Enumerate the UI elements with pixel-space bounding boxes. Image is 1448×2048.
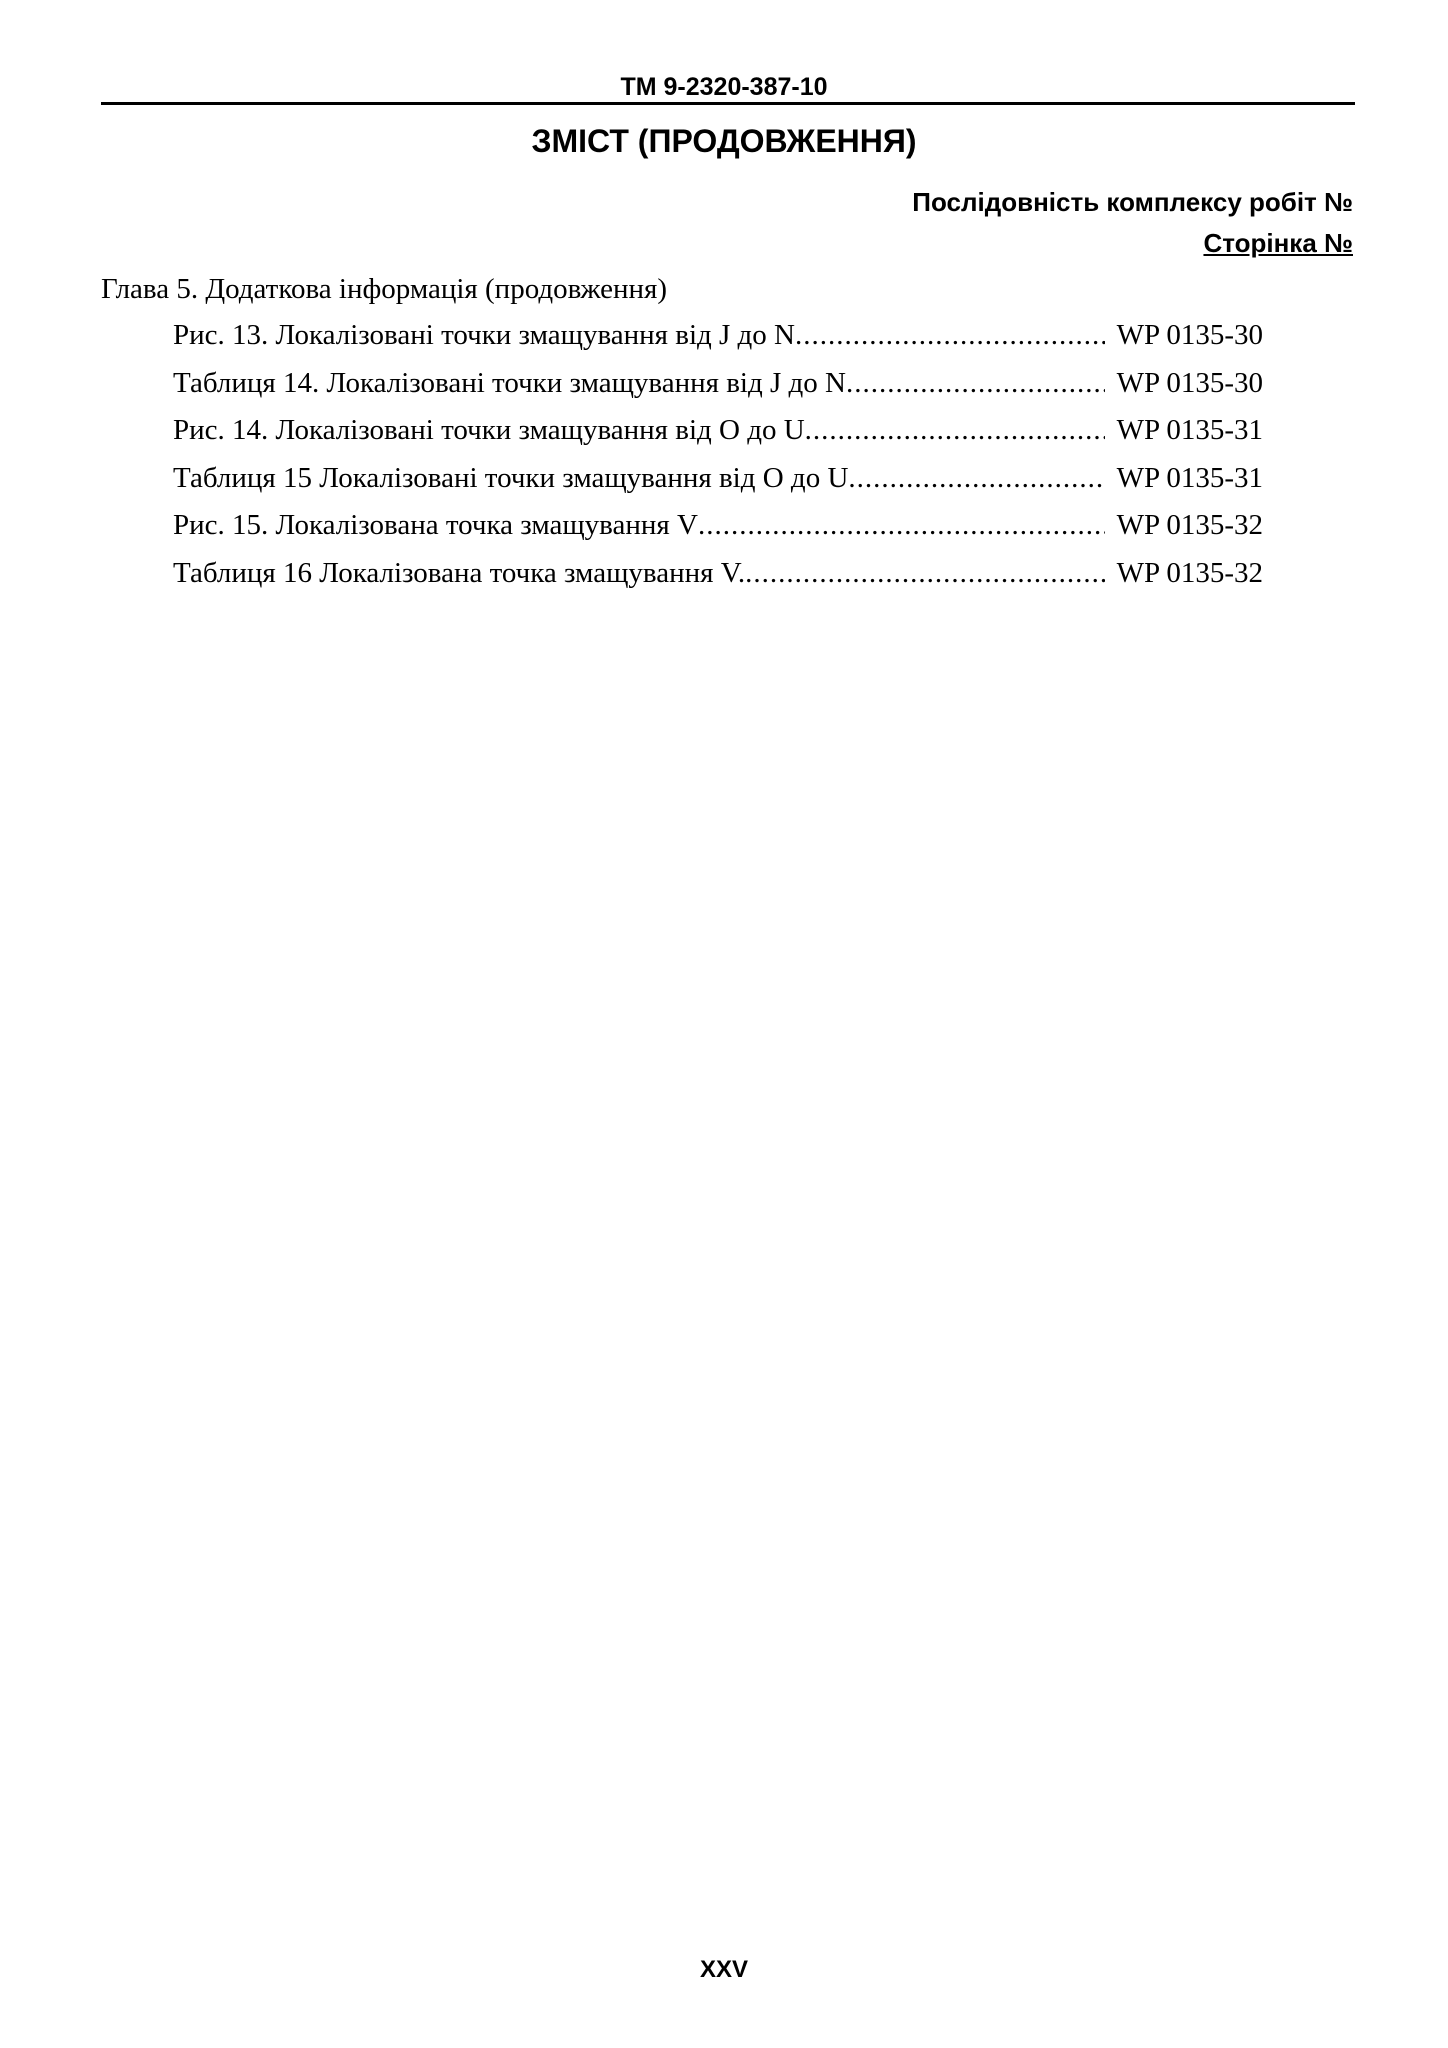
toc-entry-ref: WP 0135-31 [1116,414,1263,446]
toc-entry[interactable] [173,312,1263,360]
document-number: TM 9-2320-387-10 [620,73,828,101]
table-of-contents [101,266,1355,597]
dot-leader [846,360,1105,408]
page-title: ЗМІСТ (ПРОДОВЖЕННЯ) [531,123,917,159]
toc-entry-ref: WP 0135-30 [1116,319,1263,351]
toc-entry-title: Таблиця 15 Локалізовані точки змащування від O до U [173,461,849,494]
toc-entry-title: Таблиця 14. Локалізовані точки змащування від J до N [173,366,846,399]
dot-leader [805,407,1105,455]
toc-entry-ref: WP 0135-32 [1116,556,1263,589]
page-number: XXV [699,1956,749,1983]
toc-entry-ref: WP 0135-31 [1116,461,1263,494]
dot-leader [848,455,1105,503]
toc-entry-ref: WP 0135-32 [1116,509,1263,541]
toc-entry-title: Рис. 15. Локалізована точка змащування V [173,509,698,541]
dot-leader [745,550,1105,598]
chapter-heading: Глава 5. Додаткова інформація (продовження) [101,273,668,305]
dot-leader [698,502,1105,550]
toc-entry[interactable] [173,550,1263,598]
toc-entry-title: Таблиця 16 Локалізована точка змащування V. [173,556,746,589]
header-rule [101,102,1355,105]
toc-entry-ref: WP 0135-30 [1116,366,1263,399]
dot-leader [795,312,1105,360]
toc-entry-title: Рис. 14. Локалізовані точки змащування від O до U [173,414,805,446]
toc-entry[interactable] [173,360,1263,408]
toc-entries [101,312,1263,597]
toc-entry-title: Рис. 13. Локалізовані точки змащування від J до N [173,319,795,351]
sequence-column-header: Послідовність комплексу робіт № [912,187,1353,217]
page-column-header: Сторінка № [1203,228,1353,258]
toc-entry[interactable] [173,502,1263,550]
toc-entry[interactable] [173,455,1263,503]
toc-entry[interactable] [173,407,1263,455]
